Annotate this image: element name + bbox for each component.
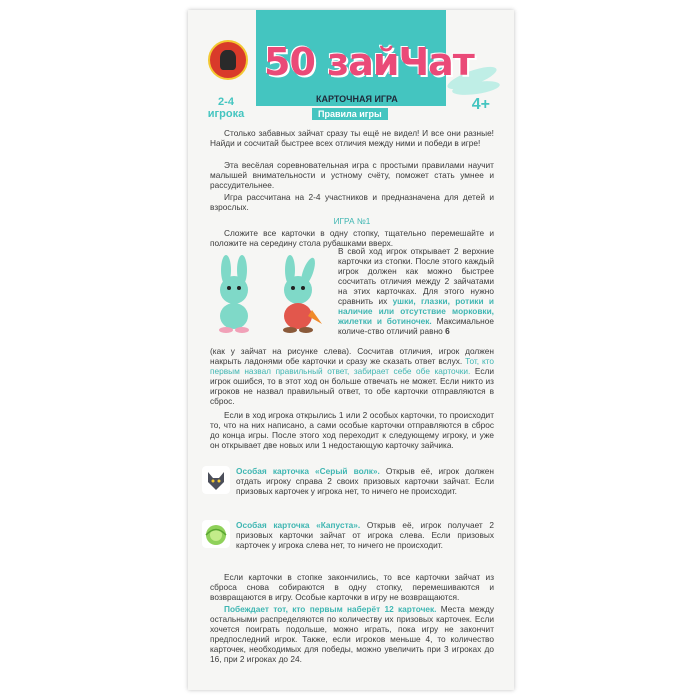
- game1-heading: ИГРА №1: [333, 216, 371, 226]
- rules-card: [188, 10, 514, 690]
- ending-paragraph-2: [210, 604, 494, 664]
- intro-paragraph-1: Столько забавных зайчат сразу ты ещё не видел! И все они разные! Найди и сосчитай быстрее всех отличия между ними и победи в игре!: [210, 128, 494, 148]
- game1-p2-text-a: В свой ход игрок открывает 2 верхние карточки из стопки. После этого каждый игрок должен как можно быстрее сосчитать отличия между 2 зайчатами на этих карточках. Для этого нужно сравнить их: [338, 246, 494, 306]
- age-rating: 4+: [471, 96, 490, 113]
- game1-p2-number: 6: [445, 326, 450, 336]
- intro-paragraph-3: Игра рассчитана на 2-4 участников и предназначена для детей и взрослых.: [210, 192, 494, 212]
- game1-p2-text-b: Максимальное количе-ство отличий равно: [338, 316, 494, 336]
- wolf-card-text: Открыв её, игрок должен отдать игроку справа 2 своих призовых карточки зайчат. Если призовых карточек у игрока нет, то ничего не происходит.: [236, 466, 494, 496]
- game1-paragraph-2: [338, 246, 494, 336]
- brand-logo: [208, 40, 248, 80]
- bunny-card-illustration-left: [204, 254, 264, 334]
- win-condition: Побеждает тот, кто первым наберёт 12 карточек.: [224, 604, 437, 614]
- game1-paragraph-2-cont: [210, 346, 494, 406]
- intro-paragraph-2: Эта весёлая соревновательная игра с простыми правилами научит малышей внимательности и устному счёту, поможет стать умнее и рассудительнее.: [210, 160, 494, 190]
- ending-paragraph-1: Если карточки в стопке закончились, то все карточки зайчат из сброса снова собираются в одну стопку, перемешиваются и возвращаются в игру. Особые карточки в игру не возвращаются.: [210, 572, 494, 602]
- wolf-card-title: Особая карточка «Серый волк».: [236, 466, 380, 476]
- game1-paragraph-3: Если в ход игрока открылись 1 или 2 особых карточки, то происходит то, что на них написано, а сами особые карточки отправляются в сброс до конца игры. После этого ход переходит к следующему игроку, и уже он открывает две новых или 1 недостающую карточку зайчика.: [210, 410, 494, 450]
- ending-text: Места между остальными распределяются по количеству их призовых карточек. Если хочется поиграть подольше, можно играть, пока игру не закончит предпоследний игрок. Также, если игроков меньше 4, то количество карточек, необходимых для победы, можно увеличить при 3 игроках до 16, при 2 игроках до 24.: [210, 604, 494, 664]
- rules-label: Правила игры: [312, 108, 388, 120]
- cabbage-card-text: Открыв её, игрок получает 2 призовых карточки зайчат от игрока слева. Если призовых карточек у игрока слева нет, то ничего не происходит.: [236, 520, 494, 550]
- bunny-card-illustration-right: [268, 254, 328, 334]
- wolf-card-description: [236, 466, 494, 496]
- game-subtitle: КАРТОЧНАЯ ИГРА: [316, 94, 398, 104]
- wolf-icon: [202, 466, 230, 494]
- players-count: 2-4 игрока: [207, 96, 245, 120]
- game1-paragraph-1: Сложите все карточки в одну стопку, тщательно перемешайте и положите на середину стола рубашками вверх.: [210, 228, 494, 248]
- game1-p2-text-d: Если игрок ошибся, то в этот ход он больше отвечать не может. Если никто из игроков не назвал правильный ответ, то обе карточки отправляются в сброс.: [210, 366, 494, 406]
- game1-p2-text-c: (как у зайчат на рисунке слева). Сосчитав отличия, игрок должен накрыть ладонями обе карточки и сразу же сказать ответ вслух.: [210, 346, 494, 366]
- cabbage-icon: [202, 520, 230, 548]
- game1-p2-highlight-2: Тот, кто первым назвал правильный ответ, забирает себе обе карточки.: [210, 356, 494, 376]
- game1-p2-highlight: ушки, глазки, ротики и наличие или отсутствие морковки, жилетки и ботиночек.: [338, 296, 494, 326]
- cabbage-card-title: Особая карточка «Капуста».: [236, 520, 361, 530]
- game-title: 50 зайЧат: [264, 40, 474, 84]
- cabbage-card-description: [236, 520, 494, 550]
